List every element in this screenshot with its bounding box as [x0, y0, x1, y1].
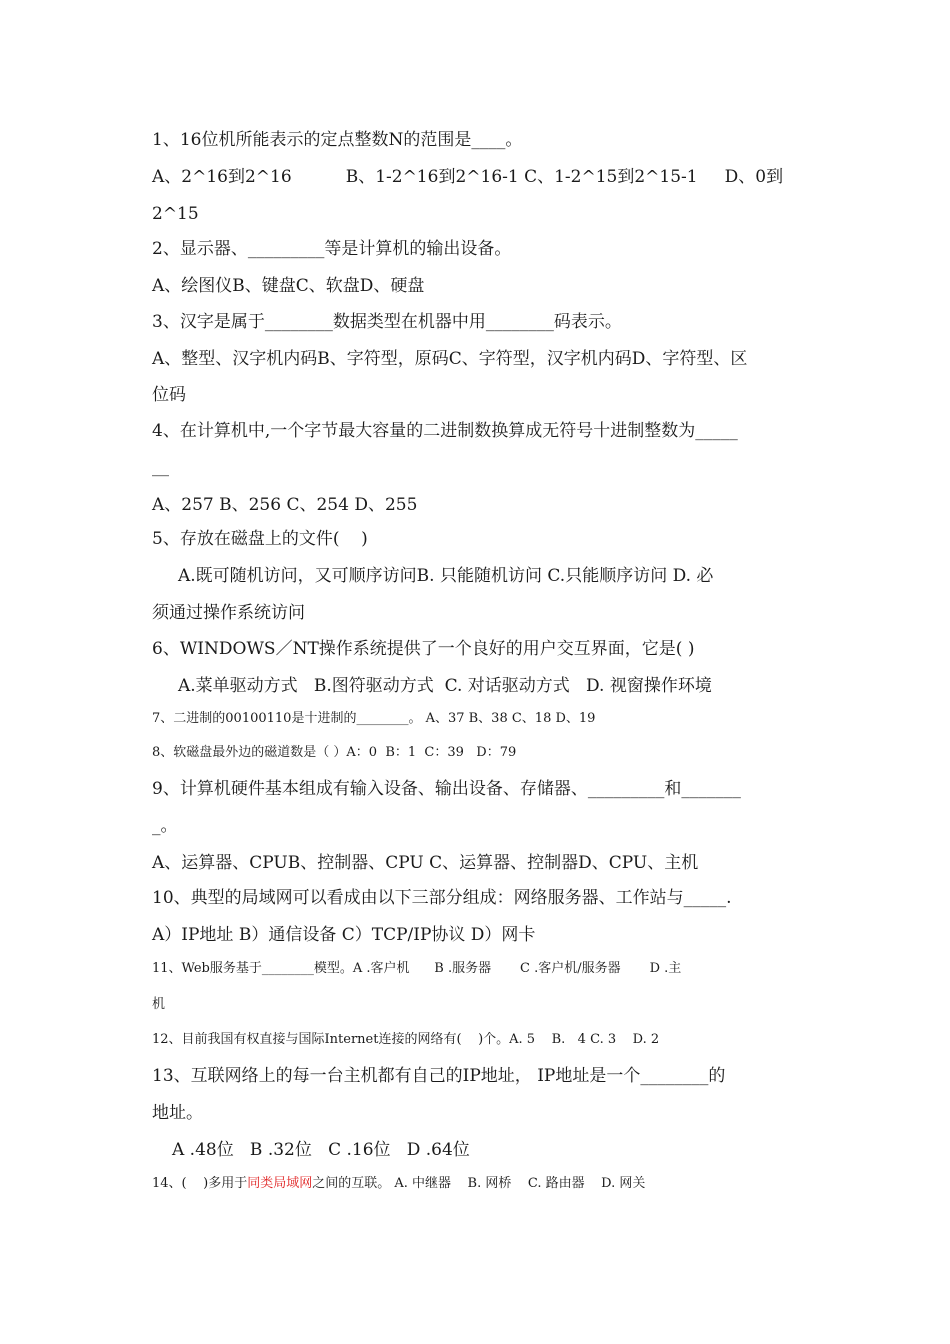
- q1-stem: 1、16位机所能表示的定点整数N的范围是____。: [152, 130, 523, 150]
- q4-stem: 4、在计算机中,一个字节最大容量的二进制数换算成无符号十进制整数为_____: [152, 421, 738, 441]
- q14-line: [152, 1175, 645, 1193]
- q6-options: A.菜单驱动方式 B.图符驱动方式 C. 对话驱动方式 D. 视窗操作环境: [178, 676, 712, 696]
- q13-options: A .48位 B .32位 C .16位 D .64位: [172, 1140, 470, 1160]
- q12-line: 12、目前我国有权直接与国际Internet连接的网络有( )个。A. 5 B. 4 C. 3 D. 2: [152, 1032, 660, 1047]
- q10-options: A）IP地址 B）通信设备 C）TCP/IP协议 D）网卡: [152, 925, 536, 945]
- q2-stem: 2、显示器、_________等是计算机的输出设备。: [152, 239, 512, 259]
- q9-options: A、运算器、CPUB、控制器、CPU C、运算器、控制器D、CPU、主机: [152, 853, 699, 873]
- q9-stem: 9、计算机硬件基本组成有输入设备、输出设备、存储器、_________和_______: [152, 779, 741, 799]
- q5-options: A.既可随机访问，又可顺序访问B. 只能随机访问 C.只能顺序访问 D. 必: [178, 566, 714, 586]
- q3-options-cont: 位码: [152, 385, 186, 405]
- q14-before: 14、( )多用于: [152, 1176, 248, 1191]
- q14-after: 之间的互联。 A. 中继器 B. 网桥 C. 路由器 D. 网关: [312, 1176, 646, 1191]
- q3-stem: 3、汉字是属于________数据类型在机器中用________码表示。: [152, 312, 622, 332]
- q6-stem: 6、WINDOWS／NT操作系统提供了一个良好的用户交互界面，它是( ): [152, 639, 695, 659]
- q10-stem: 10、典型的局域网可以看成由以下三部分组成：网络服务器、工作站与_____.: [152, 888, 732, 908]
- q11-line-cont: 机: [152, 997, 166, 1012]
- q14-highlight: 同类局域网: [247, 1176, 313, 1191]
- q3-options: A、整型、汉字机内码B、字符型，原码C、字符型，汉字机内码D、字符型、区: [152, 349, 748, 369]
- q5-options-cont: 须通过操作系统访问: [152, 603, 305, 623]
- q4-stem-cont: __: [152, 457, 169, 477]
- q1-options: A、2^16到2^16 B、1-2^16到2^16-1 C、1-2^15到2^15-1 D、0到: [152, 167, 784, 187]
- q11-line: 11、Web服务基于________模型。A .客户机 B .服务器 C .客户机/服务器 D .主: [152, 961, 682, 976]
- q13-stem: 13、互联网络上的每一台主机都有自己的IP地址， IP地址是一个________的: [152, 1066, 726, 1086]
- q9-stem-cont: _。: [152, 816, 178, 836]
- q2-options: A、绘图仪B、键盘C、软盘D、硬盘: [152, 276, 425, 296]
- q13-stem-cont: 地址。: [152, 1103, 203, 1123]
- q4-options: A、257 B、256 C、254 D、255: [152, 495, 418, 515]
- q7-line: 7、二进制的00100110是十进制的________。 A、37 B、38 C、18 D、19: [152, 711, 596, 726]
- q5-stem: 5、存放在磁盘上的文件( ): [152, 529, 368, 549]
- q1-options-cont: 2^15: [152, 204, 199, 224]
- q8-line: 8、软磁盘最外边的磁道数是（ ）A：0 B：1 C：39 D：79: [152, 745, 517, 760]
